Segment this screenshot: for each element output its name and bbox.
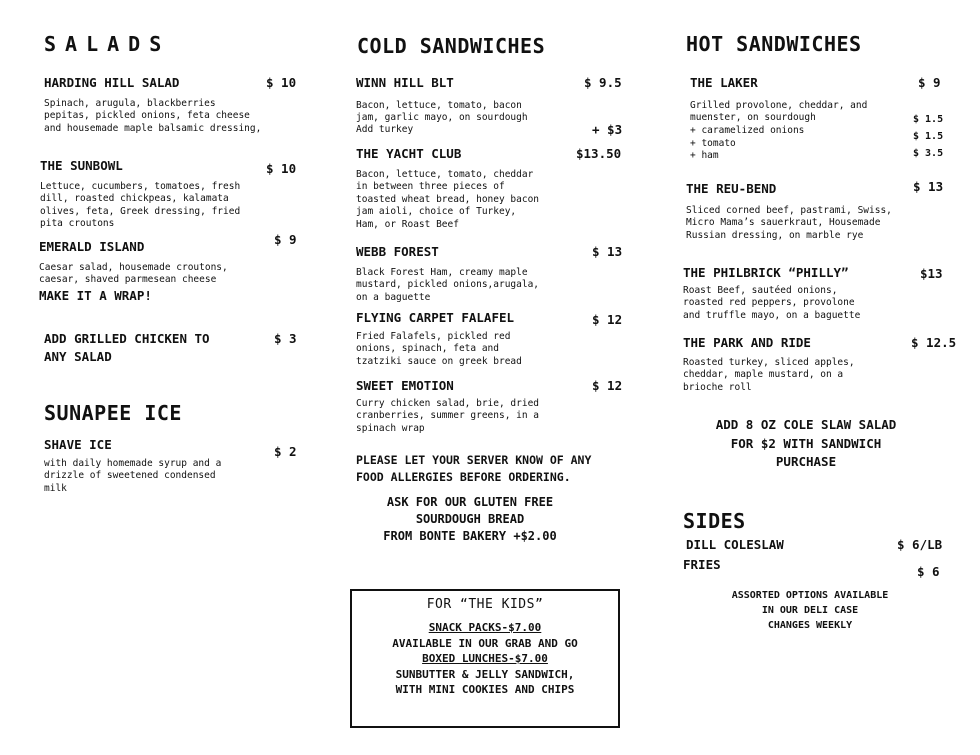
addon-chicken-price: $ 3 xyxy=(274,331,297,346)
laker-addon-price-tomato: $ 1.5 xyxy=(913,131,944,142)
cole-slaw-note-line3: PURCHASE xyxy=(775,454,837,469)
cold-sandwiches-heading: COLD SANDWICHES xyxy=(357,34,546,58)
sides-note xyxy=(710,588,910,633)
item-name-winn-hill-blt: WINN HILL BLT xyxy=(356,75,454,90)
gluten-free-note-line3: FROM BONTE BAKERY +$2.00 xyxy=(383,529,557,543)
side-name-fries: FRIES xyxy=(683,557,721,572)
item-name-sunbowl: THE SUNBOWL xyxy=(40,158,123,173)
laker-addon-tomato: + tomato xyxy=(690,138,736,149)
item-name-yacht-club: THE YACHT CLUB xyxy=(356,146,462,161)
side-price-dill-coleslaw: $ 6/LB xyxy=(897,537,943,552)
item-desc-sweet-emotion: Curry chicken salad, brie, dried cranberries, summer greens, in a spinach wrap xyxy=(356,398,540,434)
side-price-fries: $ 6 xyxy=(917,564,940,579)
item-price-winn-hill-blt: $ 9.5 xyxy=(584,75,622,90)
item-price-park-and-ride: $ 12.5 xyxy=(911,335,957,350)
addon-chicken-line2: ANY SALAD xyxy=(44,349,112,364)
boxed-lunches-desc-2: WITH MINI COOKIES AND CHIPS xyxy=(395,683,575,696)
cole-slaw-note xyxy=(686,416,926,472)
item-price-yacht-club: $13.50 xyxy=(576,146,622,161)
sides-note-line3: CHANGES WEEKLY xyxy=(767,620,853,631)
item-name-emerald-island: EMERALD ISLAND xyxy=(39,239,145,254)
sides-note-line2: IN OUR DELI CASE xyxy=(761,605,859,616)
gluten-free-note xyxy=(355,494,585,545)
cole-slaw-note-line1: ADD 8 OZ COLE SLAW SALAD xyxy=(715,417,897,432)
gluten-free-note-line2: SOURDOUGH BREAD xyxy=(415,512,525,526)
item-desc-park-and-ride: Roasted turkey, sliced apples, cheddar, maple mustard, on a brioche roll xyxy=(683,357,855,393)
item-extra-add-turkey: Add turkey xyxy=(356,124,414,135)
snack-packs-price: SNACK PACKS-$7.00 xyxy=(428,621,542,634)
boxed-lunches-desc-1: SUNBUTTER & JELLY SANDWICH, xyxy=(395,667,575,681)
item-desc-flying-carpet-falafel: Fried Falafels, pickled red onions, spinach, feta and tzatziki sauce on greek bread xyxy=(356,331,522,367)
item-name-laker: THE LAKER xyxy=(690,75,758,90)
cole-slaw-note-line2: FOR $2 WITH SANDWICH xyxy=(730,435,882,451)
side-name-dill-coleslaw: DILL COLESLAW xyxy=(686,537,784,552)
item-price-flying-carpet-falafel: $ 12 xyxy=(592,312,623,327)
laker-addon-caramelized-onions: + caramelized onions xyxy=(690,125,805,136)
item-name-flying-carpet-falafel: FLYING CARPET FALAFEL xyxy=(356,310,515,325)
item-price-harding-hill: $ 10 xyxy=(266,75,297,90)
sunapee-heading: SUNAPEE ICE xyxy=(44,401,182,425)
item-desc-emerald-island: Caesar salad, housemade croutons, caesar, shaved parmesean cheese xyxy=(39,262,228,286)
item-extra-price-add-turkey: + $3 xyxy=(592,122,623,137)
item-desc-webb-forest: Black Forest Ham, creamy maple mustard, pickled onions,arugala, on a baguette xyxy=(356,267,540,303)
item-price-reu-bend: $ 13 xyxy=(913,179,944,194)
item-name-philbrick-philly: THE PHILBRICK “PHILLY” xyxy=(683,265,849,280)
item-desc-shave-ice: with daily homemade syrup and a drizzle of sweetened condensed milk xyxy=(44,458,222,494)
item-desc-laker: Grilled provolone, cheddar, and muenster, on sourdough xyxy=(690,100,868,124)
snack-packs-desc: AVAILABLE IN OUR GRAB AND GO xyxy=(392,636,578,650)
item-desc-harding-hill: Spinach, arugula, blackberries pepitas, pickled onions, feta cheese and housemade maple balsamic dressing, xyxy=(44,98,262,134)
gluten-free-note-line1: ASK FOR OUR GLUTEN FREE xyxy=(386,495,554,509)
addon-chicken-line1: ADD GRILLED CHICKEN TO xyxy=(44,331,210,346)
item-price-shave-ice: $ 2 xyxy=(274,444,297,459)
item-price-sweet-emotion: $ 12 xyxy=(592,378,623,393)
item-desc-sunbowl: Lettuce, cucumbers, tomatoes, fresh dill, roasted chickpeas, kalamata olives, feta, Greek dressing, fried pita croutons xyxy=(40,181,241,230)
item-name-sweet-emotion: SWEET EMOTION xyxy=(356,378,454,393)
item-name-reu-bend: THE REU-BEND xyxy=(686,181,777,196)
item-price-laker: $ 9 xyxy=(918,75,941,90)
laker-addon-price-caramelized-onions: $ 1.5 xyxy=(913,114,944,125)
item-name-harding-hill: HARDING HILL SALAD xyxy=(44,75,180,90)
item-name-park-and-ride: THE PARK AND RIDE xyxy=(683,335,811,350)
item-desc-philbrick-philly: Roast Beef, sautéed onions, roasted red peppers, provolone and truffle mayo, on a baguette xyxy=(683,285,861,321)
laker-addon-price-ham: $ 3.5 xyxy=(913,148,944,159)
kids-heading: FOR “THE KIDS” xyxy=(426,597,544,612)
item-name-webb-forest: WEBB FOREST xyxy=(356,244,439,259)
item-desc-reu-bend: Sliced corned beef, pastrami, Swiss, Micro Mama’s sauerkraut, Housemade Russian dressing, on marble rye xyxy=(686,205,892,241)
kids-details xyxy=(352,620,618,698)
item-name-shave-ice: SHAVE ICE xyxy=(44,437,112,452)
item-desc-yacht-club: Bacon, lettuce, tomato, cheddar in between three pieces of toasted wheat bread, honey bacon jam aioli, choice of Turkey, Ham, or Roast Beef xyxy=(356,169,540,230)
item-price-sunbowl: $ 10 xyxy=(266,161,297,176)
item-price-philbrick-philly: $13 xyxy=(920,266,943,281)
sides-heading: SIDES xyxy=(683,509,746,533)
item-desc-winn-hill-blt: Bacon, lettuce, tomato, bacon jam, garlic mayo, on sourdough xyxy=(356,100,528,124)
laker-addon-ham: + ham xyxy=(690,150,719,161)
salads-heading: SALADS xyxy=(44,32,171,56)
sides-note-line1: ASSORTED OPTIONS AVAILABLE xyxy=(731,590,889,601)
boxed-lunches-price: BOXED LUNCHES-$7.00 xyxy=(422,652,548,665)
item-price-emerald-island: $ 9 xyxy=(274,232,297,247)
hot-sandwiches-heading: HOT SANDWICHES xyxy=(686,32,862,56)
kids-box xyxy=(350,589,620,728)
allergy-note: PLEASE LET YOUR SERVER KNOW OF ANY FOOD ALLERGIES BEFORE ORDERING. xyxy=(356,453,592,484)
wrap-note: MAKE IT A WRAP! xyxy=(39,288,152,303)
item-price-webb-forest: $ 13 xyxy=(592,244,623,259)
